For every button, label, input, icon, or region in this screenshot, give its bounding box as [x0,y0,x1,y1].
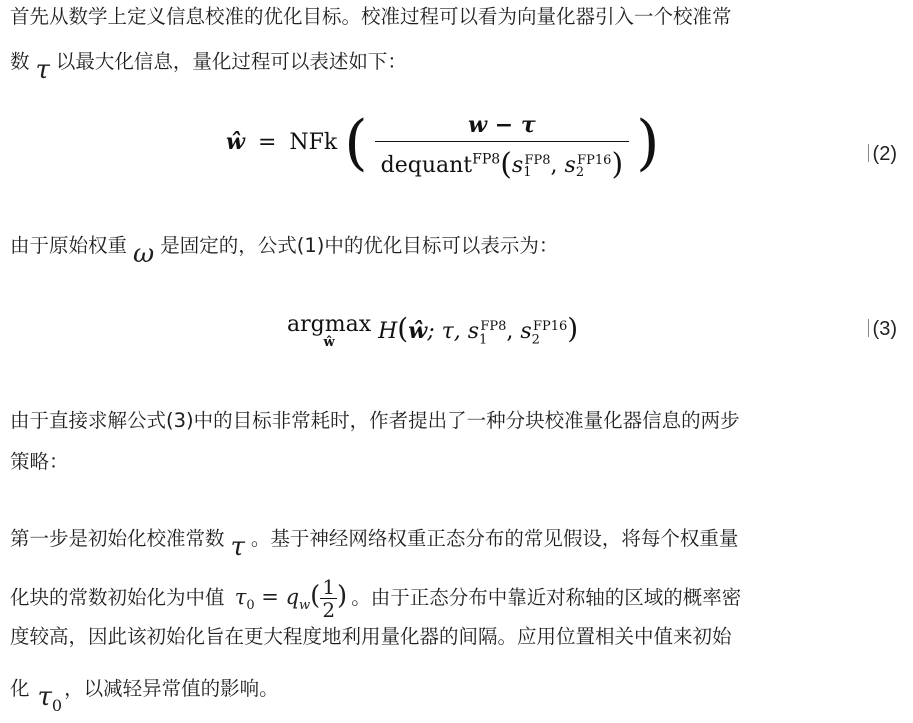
tau0-symbol [30,682,65,716]
text: 第一步是初始化校准常数 [10,527,225,550]
omega-symbol: ω [133,239,155,269]
numerator [375,112,629,142]
w-hat: ŵ [408,318,428,344]
s1: s [467,319,480,344]
tau0-sub: 0 [51,696,63,716]
s2-sup: FP16 [577,152,612,168]
paragraph-4-line-1 [10,520,905,562]
text: 化块的常数初始化为中值 [10,586,225,609]
s2-sup: FP16 [532,318,568,334]
s1-sup: FP8 [480,318,507,334]
half-fraction [320,576,337,621]
dequant: dequant [380,153,473,179]
text: 以最大化信息，量化过程可以表述如下： [55,50,407,73]
equals: = [257,130,277,155]
frac-den: 2 [322,598,336,622]
text: 。基于神经网络权重正态分布的常见假设，将每个权重量 [250,527,739,550]
text: 是固定的，公式(1)中的优化目标可以表示为： [160,234,559,257]
equation-2 [226,108,660,183]
dequant-sup: FP8 [472,151,501,168]
s2: s [520,319,532,344]
paragraph-3-line-2: 策略： [10,450,69,473]
tau-symbol: τ [230,532,245,562]
text: 化 [10,677,30,700]
tau0-equation: $\tau_0 = q_w$( $\frac{1}{2}$ ) [234,575,348,622]
s1-sub: 1 [523,164,532,180]
equation-2-number: (2) [868,143,897,166]
left-paren: ( [344,108,368,178]
s2-sub: 2 [531,332,540,348]
numerator-text: w − τ [468,112,536,139]
text: ，以减轻异常值的影响。 [64,677,279,700]
paragraph-4-line-2 [10,576,905,626]
func-name: NFk [289,130,338,155]
entropy-func: H [378,319,398,344]
argmax [287,312,371,349]
text: 由于原始权重 [10,234,128,257]
s1-sup: FP8 [524,152,551,168]
right-paren: ) [636,108,660,178]
tau-symbol: τ [35,55,50,85]
q-sub: w [299,598,311,614]
denominator: $dequant^{FP8}(s_1^{FP8}$, $s_2^{FP16}$) [380,147,624,183]
paragraph-1-line-1: 首先从数学上定义信息校准的优化目标。校准过程可以看为向量化器引入一个校准常 [10,5,732,28]
s2-sub: 2 [575,164,585,180]
argmax-op: argmax [287,312,372,337]
paragraph-4-line-3: 度较高，因此该初始化旨在更大程度地利用量化器的间隔。应用位置相关中值来初始 [10,625,732,648]
text: 。由于正态分布中靠近对称轴的区域的概率密 [351,586,742,609]
args: ; τ, [427,319,468,344]
tau0: τ [234,585,247,609]
paragraph-2 [10,227,905,269]
tau0-sub: 0 [246,598,255,614]
paragraph-3-line-1: 由于直接求解公式(3)中的目标非常耗时，作者提出了一种分块校准量化器信息的两步 [10,409,740,432]
frac-num: 1 [322,575,336,599]
s2: s [564,153,576,179]
paragraph-4-line-4 [10,670,905,716]
equation-3: argmax ŵ H(ŵ; τ, $s_1^{FP8}$, $s_2^{FP16}$) [287,312,579,350]
fraction [375,112,629,181]
s1-sub: 1 [479,332,488,348]
s1: s [511,153,524,179]
text: 数 [10,50,30,73]
w-hat: ŵ [226,129,245,155]
eq-text: = q [254,585,300,609]
tau0: τ [37,682,52,712]
paragraph-1-line-2 [10,43,905,85]
argmax-under: ŵ [323,335,335,350]
equation-3-number: (3) [868,318,897,341]
